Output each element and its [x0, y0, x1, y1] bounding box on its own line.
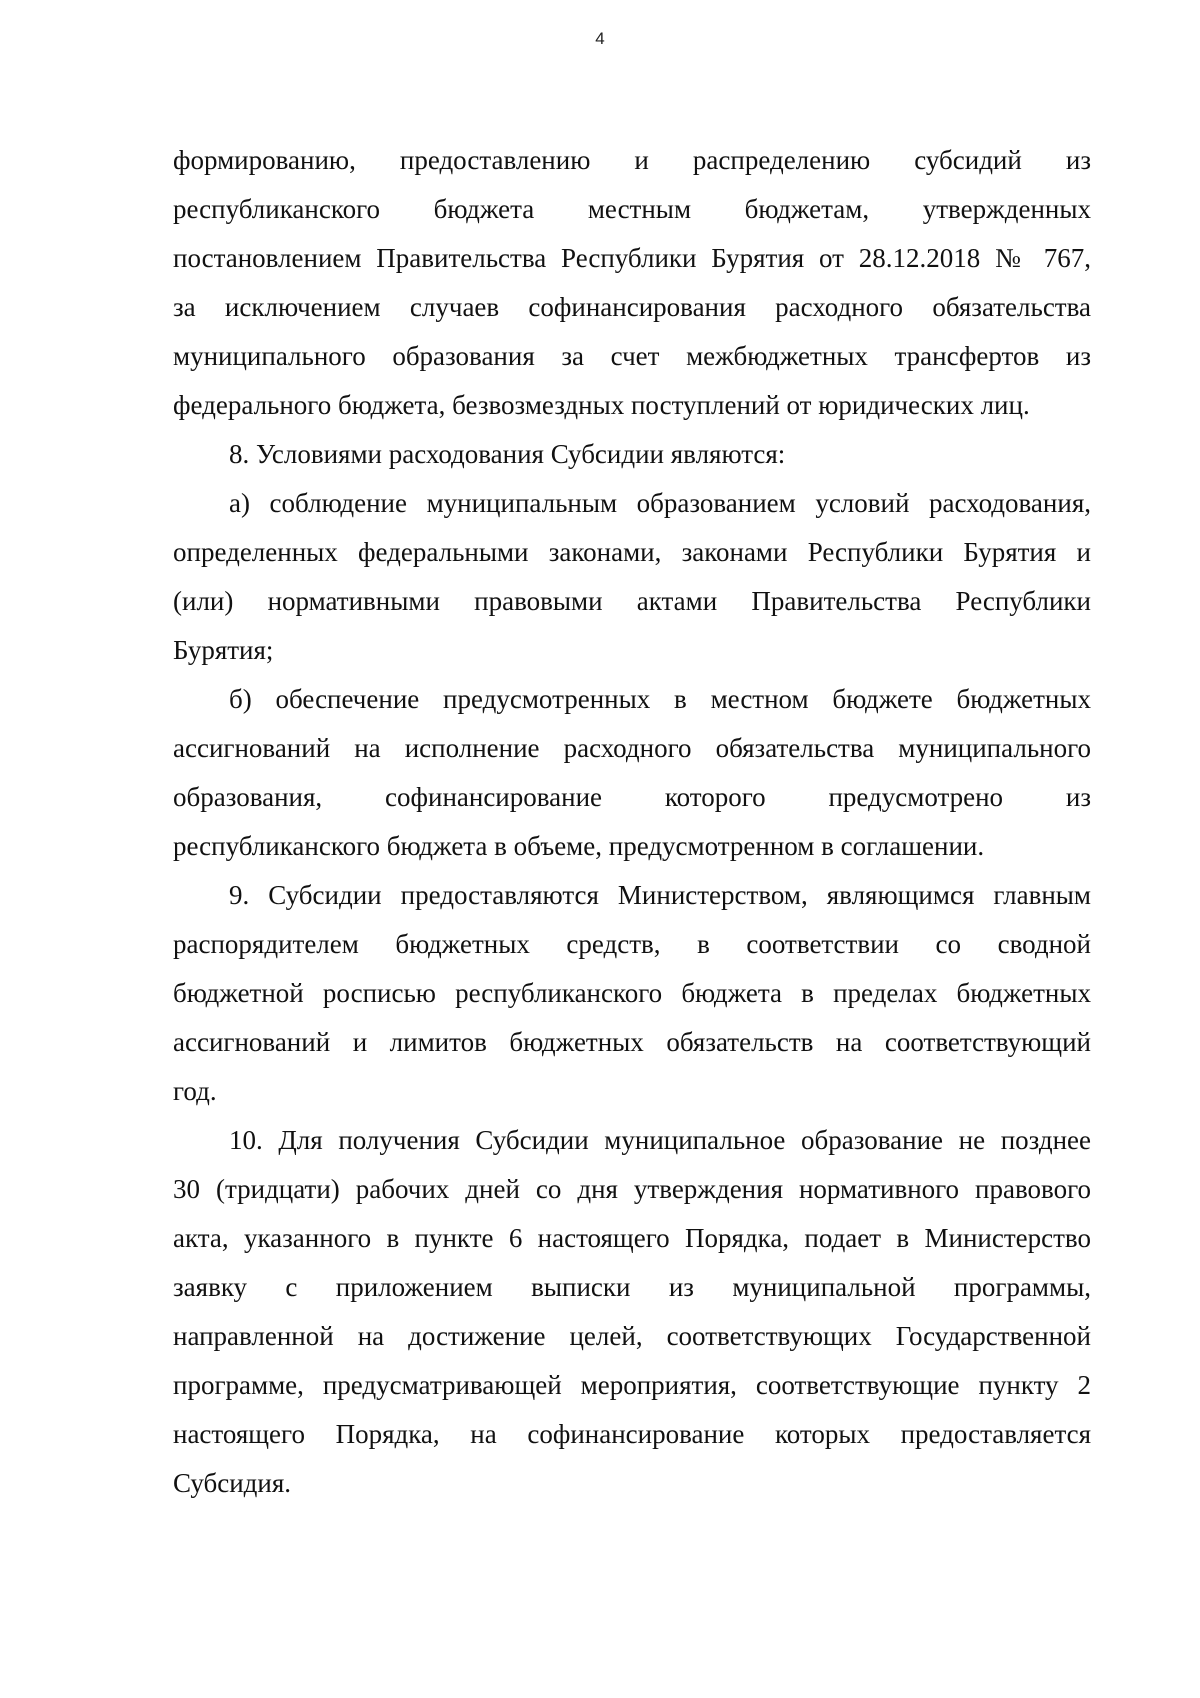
text-line: муниципального образования за счет межбюджетных трансфертов из — [173, 341, 1091, 371]
paragraph — [173, 136, 1091, 430]
text-line: 9. Субсидии предоставляются Министерством, являющимся главным — [229, 880, 1091, 910]
text-line: за исключением случаев софинансирования расходного обязательства — [173, 292, 1091, 322]
text-line: формированию, предоставлению и распределению субсидий из — [173, 145, 1091, 175]
paragraph — [173, 1116, 1091, 1508]
text-line: федерального бюджета, безвозмездных поступлений от юридических лиц. — [173, 390, 1030, 420]
paragraph — [173, 871, 1091, 1116]
text-line: заявку с приложением выписки из муниципальной программы, — [173, 1272, 1091, 1302]
text-line: направленной на достижение целей, соответствующих Государственной — [173, 1321, 1091, 1351]
text-line: 30 (тридцати) рабочих дней со дня утверждения нормативного правового — [173, 1174, 1091, 1204]
text-line: республиканского бюджета местным бюджетам, утвержденных — [173, 194, 1091, 224]
text-line: постановлением Правительства Республики Бурятия от 28.12.2018 № 767, — [173, 243, 1091, 273]
text-line: акта, указанного в пункте 6 настоящего Порядка, подает в Министерство — [173, 1223, 1091, 1253]
text-line: 8. Условиями расходования Субсидии являются: — [229, 439, 786, 469]
paragraph — [173, 675, 1091, 871]
text-line: программе, предусматривающей мероприятия, соответствующие пункту 2 — [173, 1370, 1091, 1400]
text-line: бюджетной росписью республиканского бюджета в пределах бюджетных — [173, 978, 1091, 1008]
text-line: (или) нормативными правовыми актами Правительства Республики — [173, 586, 1091, 616]
text-line: а) соблюдение муниципальным образованием условий расходования, — [229, 488, 1091, 518]
text-line: определенных федеральными законами, законами Республики Бурятия и — [173, 537, 1091, 567]
text-line: Субсидия. — [173, 1468, 292, 1498]
paragraph — [173, 479, 1091, 675]
document-body — [173, 136, 1091, 1508]
text-line: распорядителем бюджетных средств, в соответствии со сводной — [173, 929, 1091, 959]
paragraph — [173, 430, 1091, 479]
text-line: ассигнований на исполнение расходного обязательства муниципального — [173, 733, 1091, 763]
text-line: настоящего Порядка, на софинансирование которых предоставляется — [173, 1419, 1091, 1449]
text-line: Бурятия; — [173, 635, 274, 665]
text-line: 10. Для получения Субсидии муниципальное образование не позднее — [229, 1125, 1091, 1155]
page-number: 4 — [595, 29, 605, 48]
text-line: год. — [173, 1076, 217, 1106]
text-line: б) обеспечение предусмотренных в местном бюджете бюджетных — [229, 684, 1091, 714]
text-line: образования, софинансирование которого предусмотрено из — [173, 782, 1091, 812]
text-line: республиканского бюджета в объеме, предусмотренном в соглашении. — [173, 831, 985, 861]
text-line: ассигнований и лимитов бюджетных обязательств на соответствующий — [173, 1027, 1091, 1057]
